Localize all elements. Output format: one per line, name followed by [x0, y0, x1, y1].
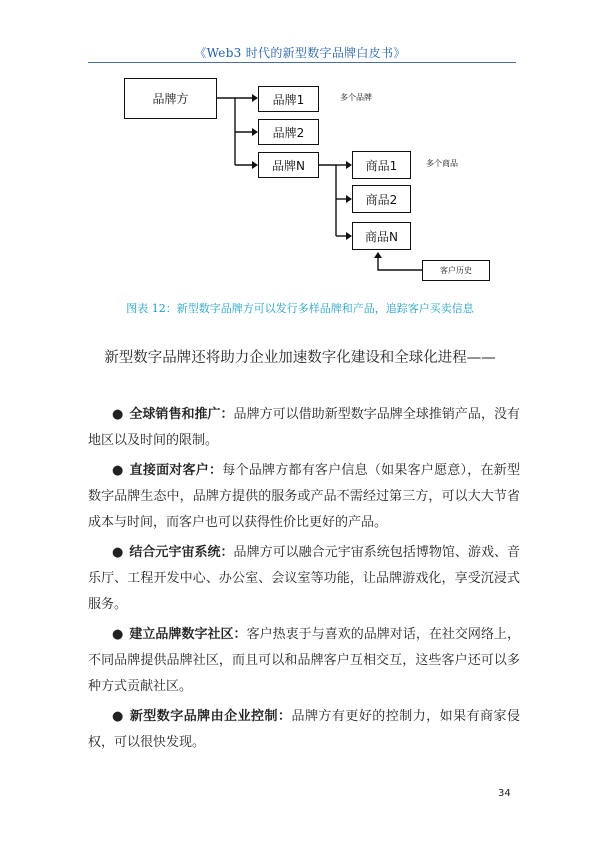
brand-owner-box: 品牌方 [124, 78, 217, 119]
customer-history-box: 客户历史 [422, 260, 490, 281]
list-item [88, 458, 520, 536]
intro-sentence: 新型数字品牌还将助力企业加速数字化建设和全球化进程—— [104, 350, 496, 366]
page-header-title: 《Web3 时代的新型数字品牌白皮书》 [194, 46, 406, 60]
item-text: 品牌方可以借助新型数字品牌全球推销产品，没有地区以及时间的限制。 [88, 407, 520, 448]
bullet-icon: ● [112, 463, 124, 478]
product-2-box: 商品2 [352, 185, 411, 213]
list-item [88, 704, 520, 756]
page-number: 34 [498, 788, 511, 799]
brand-n-box: 品牌N [258, 152, 319, 178]
item-text: 每个品牌方都有客户信息（如果客户愿意），在新型数字品牌生态中，品牌方提供的服务或产品不需经过第三方，可以大大节省成本与时间，而客户也可以获得性价比更好的产品。 [88, 463, 520, 530]
products-note: 多个商品 [426, 159, 458, 168]
brand-1-box: 品牌1 [258, 86, 319, 112]
item-term: 结合元宇宙系统： [129, 545, 234, 560]
bullet-icon: ● [112, 407, 124, 422]
item-text: 客户热衷于与喜欢的品牌对话，在社交网络上，不同品牌提供品牌社区，而且可以和品牌客户互相交互，这些客户还可以多种方式贡献社区。 [88, 627, 520, 694]
brands-note: 多个品牌 [340, 93, 372, 102]
brand-hierarchy-diagram [0, 0, 600, 300]
item-text: 品牌方可以融合元宇宙系统包括博物馆、游戏、音乐厅、工程开发中心、办公室、会议室等功能，让品牌游戏化，享受沉浸式服务。 [88, 545, 520, 612]
item-term: 建立品牌数字社区： [129, 627, 247, 642]
item-term: 全球销售和推广： [129, 407, 234, 422]
arrowhead-history [374, 252, 382, 258]
list-item [88, 402, 520, 454]
item-term: 直接面对客户： [129, 463, 223, 478]
item-term: 新型数字品牌由企业控制： [129, 709, 292, 724]
bullet-icon: ● [112, 627, 124, 642]
figure-caption: 图表 12：新型数字品牌方可以发行多样品牌和产品，追踪客户买卖信息 [126, 302, 474, 315]
item-text: 品牌方有更好的控制力，如果有商家侵权，可以很快发现。 [88, 709, 520, 750]
product-n-box: 商品N [352, 222, 411, 250]
product-1-box: 商品1 [352, 151, 411, 179]
list-item [88, 540, 520, 618]
bullet-icon: ● [112, 545, 124, 560]
brand-2-box: 品牌2 [258, 119, 319, 145]
list-item [88, 622, 520, 700]
bullet-list [88, 402, 520, 760]
connector-history [378, 258, 422, 270]
bullet-icon: ● [112, 709, 124, 724]
